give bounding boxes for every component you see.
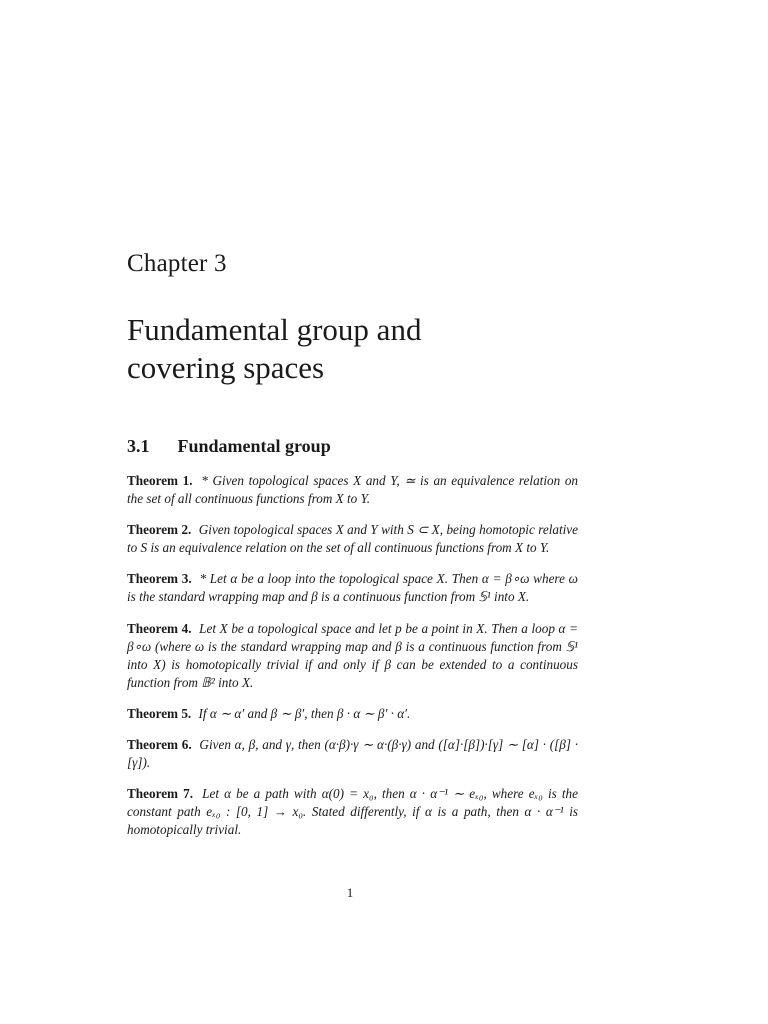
chapter-title bbox=[127, 311, 627, 387]
theorem-text: Given topological spaces X and Y with S ⊂ X, being homotopic relative to S is an equivalence relation on the set of all continuous functions from X to Y. bbox=[127, 522, 579, 556]
chapter-title-line-2: covering spaces bbox=[127, 350, 325, 385]
theorem-label: Theorem 7. bbox=[127, 786, 194, 802]
theorem-text: Let X be a topological space and let p be a point in X. Then a loop α = β∘ω (where ω is the standard wrapping map and β is a continuous function from 𝕊¹ into X) is homotopically trivial if and only if β can be extended to a continuous function from 𝔹² into X. bbox=[127, 620, 578, 690]
theorem-7 bbox=[127, 785, 578, 839]
theorem-label: Theorem 1. bbox=[127, 473, 193, 488]
theorem-5 bbox=[127, 705, 578, 723]
theorem-4 bbox=[127, 620, 578, 692]
theorem-text: If α ∼ α′ and β ∼ β′, then β · α ∼ β′ · α′. bbox=[198, 705, 411, 721]
chapter-title-line-1: Fundamental group and bbox=[127, 312, 422, 347]
theorem-label: Theorem 2. bbox=[127, 522, 192, 538]
chapter-label: Chapter 3 bbox=[127, 250, 227, 277]
theorem-label: Theorem 6. bbox=[127, 736, 192, 752]
theorem-text: * Let α be a loop into the topological space X. Then α = β∘ω where ω is the standard wrapping map and β is a continuous function from 𝕊¹ into X. bbox=[127, 571, 578, 605]
theorem-list bbox=[127, 472, 578, 850]
theorem-2 bbox=[127, 521, 578, 557]
theorem-text: Let α be a path with α(0) = x₀, then α · α⁻¹ ∼ eₓ₀, where eₓ₀ is the constant path eₓ₀ : [0, 1] → x₀. Stated differently, if α is a path, then α · α⁻¹ is homotopically trivial. bbox=[127, 786, 579, 838]
theorem-1 bbox=[127, 472, 578, 508]
section-number: 3.1 bbox=[127, 436, 150, 456]
theorem-6 bbox=[127, 736, 578, 772]
section-title: Fundamental group bbox=[177, 436, 331, 456]
theorem-text: Given α, β, and γ, then (α·β)·γ ∼ α·(β·γ) and ([α]·[β])·[γ] ∼ [α] · ([β] · [γ]). bbox=[127, 736, 579, 770]
section-heading bbox=[127, 436, 331, 457]
page-number: 1 bbox=[346, 885, 354, 900]
theorem-label: Theorem 3. bbox=[127, 571, 192, 587]
theorem-3 bbox=[127, 570, 578, 606]
theorem-text: * Given topological spaces X and Y, ≃ is an equivalence relation on the set of all continuous functions from X to Y. bbox=[127, 473, 579, 506]
theorem-label: Theorem 4. bbox=[127, 620, 192, 636]
theorem-label: Theorem 5. bbox=[127, 705, 192, 721]
